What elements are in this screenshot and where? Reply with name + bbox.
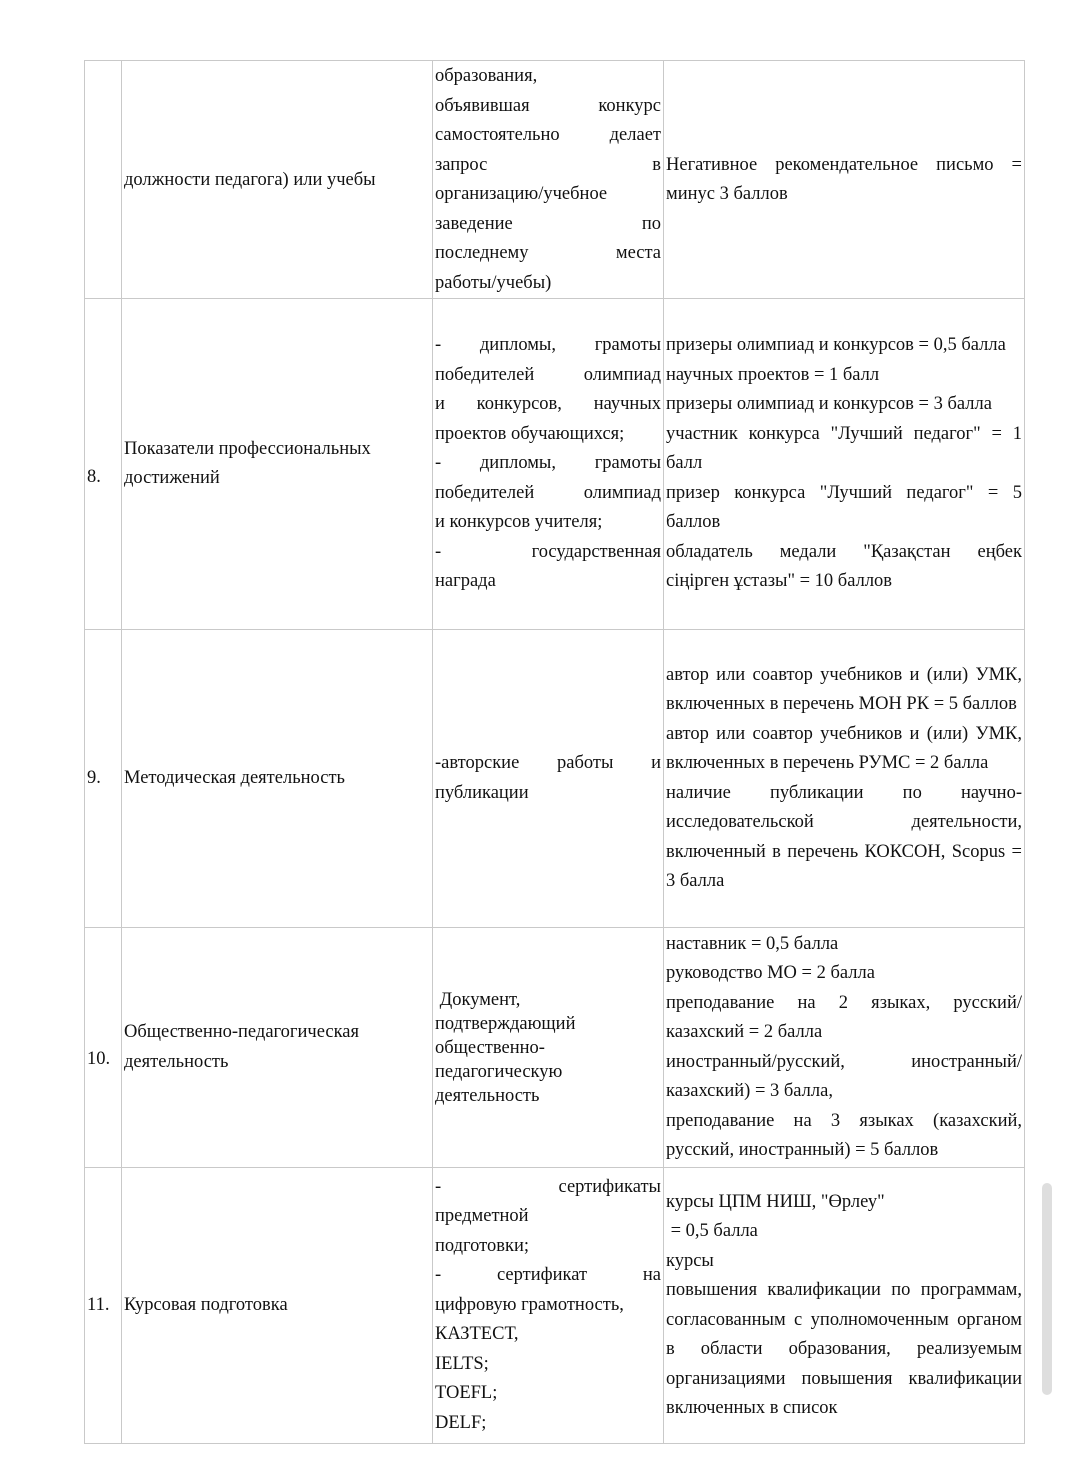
- requirement-line: награда: [435, 571, 496, 592]
- requirement-line: TOEFL;: [435, 1383, 498, 1404]
- requirement-cell: [433, 928, 664, 1168]
- criterion-name: должности педагога) или учебы: [122, 61, 433, 299]
- requirement-line: заведение по: [435, 213, 661, 234]
- row-number: [85, 61, 122, 299]
- criterion-name: Методическая деятельность: [122, 630, 433, 928]
- requirement-line: подготовки;: [435, 1235, 530, 1256]
- requirement-line: общественно-: [435, 1037, 545, 1058]
- points-line: курсы ЦПМ НИШ, "Өрлеу": [666, 1191, 885, 1212]
- criteria-table: [84, 60, 1025, 1444]
- points-line: научных проектов = 1 балл: [666, 364, 880, 385]
- requirement-line: объявившая конкурс: [435, 95, 661, 116]
- points-line: руководство МО = 2 балла: [666, 963, 875, 983]
- requirement-line: победителей олимпиад: [435, 482, 661, 503]
- table-row: [85, 928, 1025, 1168]
- scrollbar-thumb[interactable]: [1042, 1183, 1052, 1395]
- row-number-text: 8.: [87, 467, 101, 488]
- requirement-line: - государственная: [435, 541, 661, 562]
- requirement-line: педагогическую: [435, 1061, 563, 1082]
- requirement-line: - дипломы, грамоты: [435, 335, 661, 356]
- requirement-line: подтверждающий: [435, 1013, 576, 1034]
- table-row: [85, 299, 1025, 630]
- criterion-name: Общественно-педагогическая деятельность: [122, 928, 433, 1168]
- points-line: призер конкурса "Лучший педагог" = 5 баллов: [666, 482, 1022, 533]
- criterion-name: Курсовая подготовка: [122, 1168, 433, 1444]
- points-line: = 0,5 балла: [666, 1221, 758, 1241]
- points-cell: [664, 61, 1025, 299]
- points-line: обладатель медали "Қазақстан еңбек сіңірген ұстазы" = 10 баллов: [666, 541, 1022, 592]
- requirement-line: IELTS;: [435, 1353, 489, 1374]
- row-number: 9.: [85, 630, 122, 928]
- points-line: иностранный/русский, иностранный/казахский) = 3 балла,: [666, 1051, 1022, 1101]
- requirement-line: - сертификат на: [435, 1265, 661, 1286]
- requirement-cell: [433, 299, 664, 630]
- requirement-line: деятельность: [435, 1085, 540, 1106]
- points-line: повышения квалификации по программам, согласованным с уполномоченным органом в области образования, реализуемым организациями повышения квалификации включенных в список: [666, 1280, 1022, 1418]
- requirement-line: последнему места: [435, 243, 661, 263]
- row-number-text: 10.: [87, 1048, 111, 1069]
- requirement-line: организацию/учебное: [435, 184, 608, 204]
- row-number: 11.: [85, 1168, 122, 1444]
- requirement-cell: [433, 1168, 664, 1444]
- requirement-line: самостоятельно делает: [435, 125, 661, 145]
- requirement-line: DELF;: [435, 1412, 487, 1433]
- points-line: Негативное рекомендательное письмо = минус 3 баллов: [666, 154, 1022, 204]
- requirement-line: проектов обучающихся;: [435, 423, 625, 444]
- requirement-line: победителей олимпиад: [435, 364, 661, 385]
- requirement-line: и конкурсов, научных: [435, 394, 661, 415]
- criterion-name: Показатели профессиональных достижений: [122, 299, 433, 630]
- points-cell: [664, 299, 1025, 630]
- requirement-line: Документ,: [435, 989, 521, 1010]
- requirement-cell: [433, 61, 664, 299]
- points-line: призеры олимпиад и конкурсов = 3 балла: [666, 394, 992, 415]
- requirement-line: КАЗТЕСТ,: [435, 1324, 519, 1345]
- points-line: курсы: [666, 1250, 714, 1271]
- points-line: призеры олимпиад и конкурсов = 0,5 балла: [666, 335, 1006, 356]
- points-cell: [664, 928, 1025, 1168]
- points-line: автор или соавтор учебников и (или) УМК, включенных в перечень МОН РК = 5 баллов: [666, 664, 1022, 714]
- points-line: преподавание на 2 языках, русский/казахский = 2 балла: [666, 992, 1022, 1042]
- requirement-line: запрос в: [435, 154, 661, 175]
- points-cell: [664, 630, 1025, 928]
- requirement-line: публикации: [435, 782, 529, 803]
- requirement-line: и конкурсов учителя;: [435, 512, 603, 533]
- requirement-line: - сертификаты: [435, 1176, 661, 1197]
- points-line: наставник = 0,5 балла: [666, 933, 839, 954]
- requirement-cell: [433, 630, 664, 928]
- points-line: автор или соавтор учебников и (или) УМК, включенных в перечень РУМС = 2 балла: [666, 723, 1022, 773]
- row-number: [85, 928, 122, 1168]
- points-cell: [664, 1168, 1025, 1444]
- requirement-line: работы/учебы): [435, 272, 552, 293]
- requirement-line: - дипломы, грамоты: [435, 453, 661, 474]
- requirement-line: цифровую грамотность,: [435, 1294, 624, 1315]
- requirement-line: предметной: [435, 1206, 529, 1227]
- points-line: участник конкурса "Лучший педагог" = 1 балл: [666, 423, 1022, 474]
- points-line: наличие публикации по научно-исследовательской деятельности, включенный в перечень КОКСОН, Scopus = 3 балла: [666, 782, 1022, 891]
- requirement-line: образования,: [435, 66, 538, 86]
- table-row: [85, 1168, 1025, 1444]
- table-row: [85, 630, 1025, 928]
- points-line: преподавание на 3 языках (казахский, русский, иностранный) = 5 баллов: [666, 1110, 1022, 1160]
- requirement-line: -авторские работы и: [435, 753, 661, 773]
- table-row: [85, 61, 1025, 299]
- row-number: [85, 299, 122, 630]
